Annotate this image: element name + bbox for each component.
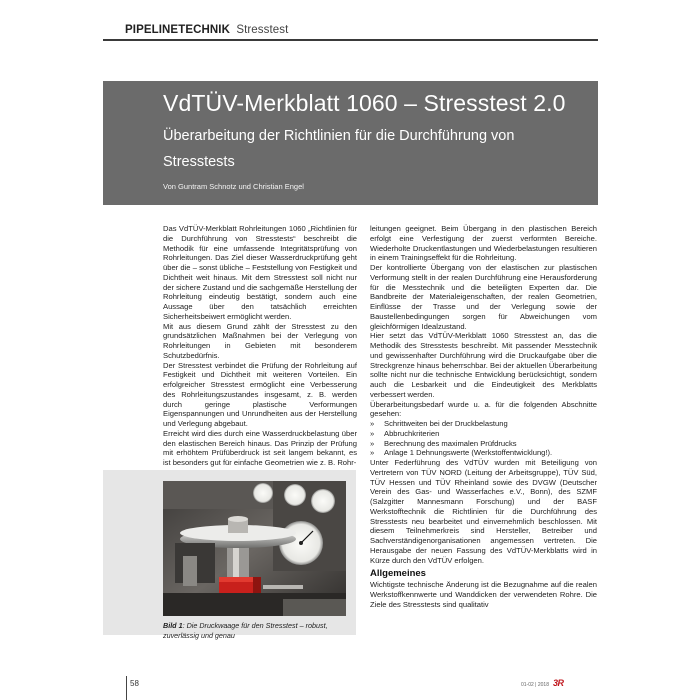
footer-rule — [126, 676, 127, 700]
figure-label: Bild 1 — [163, 621, 183, 630]
publication-logo: 3R — [553, 678, 564, 688]
bullet-marker: » — [370, 419, 375, 428]
list-item — [370, 429, 597, 439]
bullet-marker: » — [370, 428, 375, 438]
header-section: Stresstest — [236, 24, 289, 36]
list-item-text: Anlage 1 Dehnungswerte (Werkstoffentwicklung!). — [384, 448, 553, 458]
list-item — [370, 448, 597, 458]
body-paragraph: leitungen geeignet. Beim Übergang in den plastischen Bereich erfolgt eine Verfestigung der zuerst verformten Bereiche. Wiederholte Druckentlastungen und Wiederbelastungen resultieren in einem Trainingseffekt für die Rohrleitung. — [370, 224, 597, 263]
article-title: VdTÜV-Merkblatt 1060 – Stresstest 2.0 — [163, 90, 566, 116]
body-paragraph: Hier setzt das VdTÜV-Merkblatt 1060 Stresstest an, das die Methodik des Stresstests beschreibt. Mit passender Messtechnik und gewissenhafter Durchführung wird die Druckaufgabe über die Streckgrenze hinaus beherrschbar. Bei der aktuellen Überarbeitung sollte nicht nur die technische Entwicklung berücksichtigt, sondern auch die Lesbarkeit und die Eindeutigkeit des Merkblatts verbessert werden. — [370, 331, 597, 399]
body-paragraph: Überarbeitungsbedarf wurde u. a. für die folgenden Abschnitte gesehen: — [370, 399, 597, 419]
issue-number: 01-02 | 2018 — [521, 682, 549, 688]
list-item-text: Abbruchkriterien — [384, 428, 440, 438]
body-paragraph: Mit aus diesem Grund zählt der Stresstest zu den grundsätzlichen Maßnahmen bei der Verlegung von Rohrleitungen in Gebieten mit besonderem Schutzbedürfnis. — [163, 321, 357, 360]
header-rule — [103, 39, 598, 41]
list-item — [370, 419, 597, 429]
right-text-column — [370, 224, 597, 610]
figure-photo — [163, 481, 346, 616]
body-paragraph: Der Stresstest verbindet die Prüfung der Rohrleitung auf Festigkeit und Dichtheit mit weiteren Vorteilen. Ein erfolgreicher Stresstest ermöglicht eine Verbesserung des Rohrleitungszustandes insgesamt, z. B. werden durch geringe plastische Verformungen Eigenspannungen und Unrundheiten aus der Herstellung und Verlegung abgebaut. — [163, 360, 357, 428]
left-text-column — [163, 224, 357, 468]
bullet-marker: » — [370, 438, 375, 448]
list-item — [370, 439, 597, 449]
body-paragraph: Wichtigste technische Änderung ist die Bezugnahme auf die realen Werkstoffkennwerte und Wanddicken der verwendeten Rohre. Die Ziele des Stresstests sind qualitativ — [370, 580, 597, 609]
list-item-text: Berechnung des maximalen Prüfdrucks — [384, 438, 517, 448]
running-header — [125, 24, 288, 36]
section-heading: Allgemeines — [370, 568, 426, 580]
bullet-list — [370, 419, 597, 458]
article-subtitle: Überarbeitung der Richtlinien für die Durchführung von Stresstests — [163, 128, 515, 170]
bullet-marker: » — [370, 448, 375, 458]
pressure-balance-photo — [163, 481, 346, 616]
body-paragraph: Erreicht wird dies durch eine Wasserdruckbelastung über den elastischen Bereich hinaus. Das Prinzip der Prüfung mit erhöhtem Prüfüberdruck ist seit langem bekannt, es ist besonders gut für einfache Geometrien wie z. B. Rohr- — [163, 428, 357, 467]
body-paragraph: Der kontrollierte Übergang von der elastischen zur plastischen Verformung stellt in der realen Durchführung eine Herausforderung für die Messtechnik und die beteiligten Experten dar. Die Bandbreite der Materialeigenschaften, der realen Geometrien, Einflüsse der Trasse und der Verlegung sowie der Baustellenbedingungen sorgen für Abweichungen vom gleichförmigen Idealzustand. — [370, 263, 597, 331]
list-item-text: Schrittweiten bei der Druckbelastung — [384, 419, 508, 428]
page-number: 58 — [130, 679, 139, 688]
figure-caption-text: : Die Druckwaage für den Stresstest – robust, zuverlässig und genau — [163, 621, 328, 640]
body-paragraph: Unter Federführung des VdTÜV wurden mit Beteiligung von Vertretern von TÜV NORD (Leitung der Arbeitsgruppe), TÜV Süd, TÜV Hessen und TÜV Rheinland sowie des DVGW (Deutscher Verein des Gas- und Wasserfaches e.V., Bonn), des SZMF (Salzgitter Mannesmann Forschung) und der BASF Werkstofftechnik die Richtlinien für die Durchführung des Stresstests neu bearbeitet und einvernehmlich beschlossen. Mit diesem Teilnehmerkreis sind Hersteller, Betreiber und Sachverständigenorganisationen angemessen vertreten. Die Herausgabe der neuen Fassung des VdTÜV-Merkblatts wird in Kürze durch den VdTÜV erfolgen. — [370, 458, 597, 565]
figure-caption — [163, 621, 353, 640]
body-paragraph: Das VdTÜV-Merkblatt Rohrleitungen 1060 „Richtlinien für die Durchführung von Stresstests“ beschreibt die Methodik für eine umfassende Integritätsprüfung von Rohrleitungen. Das Ziel dieser Wasserdruckprüfung geht über die – sonst übliche – Feststellung von Festigkeit und Dichtheit weit hinaus. Mit dem Stresstest soll nicht nur der sichere Zustand und die sachgemäße Herstellung der Rohrleitung eindeutig bestätigt, sondern auch eine Aussage über den tatsächlich erreichten Sicherheitsbeiwert ermöglicht werden. — [163, 224, 357, 321]
article-authors: Von Guntram Schnotz und Christian Engel — [163, 182, 304, 191]
header-category: PIPELINETECHNIK — [125, 24, 231, 36]
